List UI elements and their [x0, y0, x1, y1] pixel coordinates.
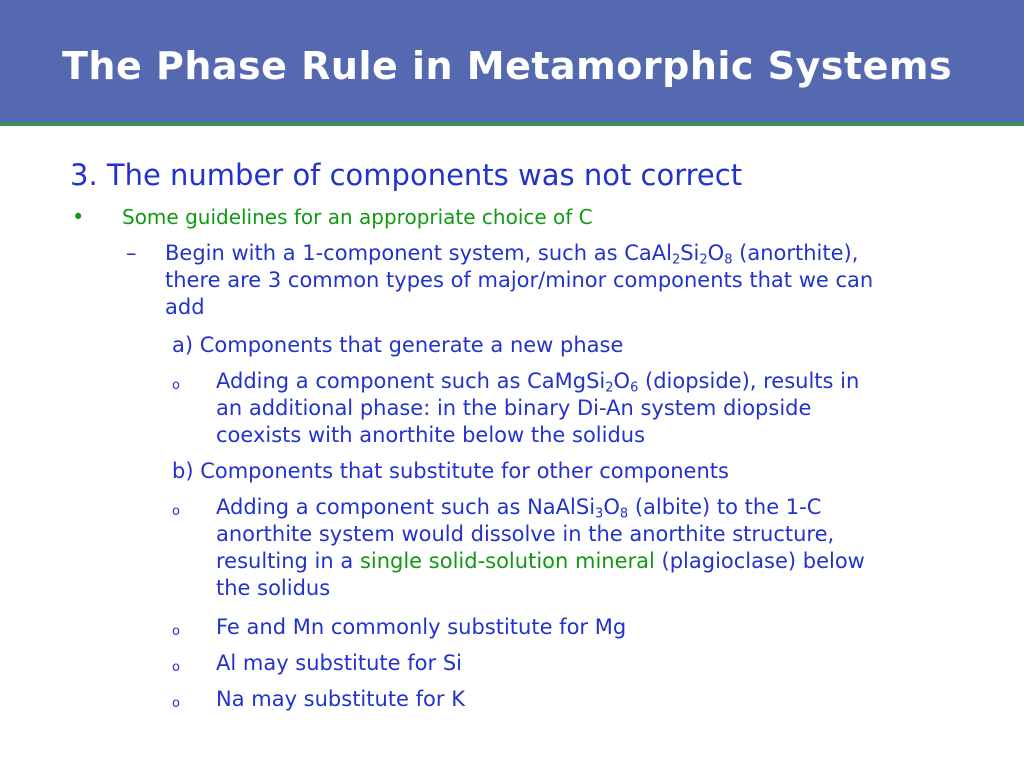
section-heading: 3. The number of components was not correct	[70, 158, 743, 192]
subheading-b: b) Components that substitute for other components	[172, 459, 729, 483]
dash-item-line1: Begin with a 1-component system, such as $CaAl_2Si_2O_8$ (anorthite),	[165, 241, 859, 268]
dash-item-line2: there are 3 common types of major/minor components that we can	[165, 268, 874, 292]
slide-title: The Phase Rule in Metamorphic Systems	[62, 44, 953, 88]
item-b1-line4: the solidus	[216, 576, 331, 600]
highlighted-term: single solid-solution mineral	[359, 549, 655, 573]
circle-bullet-marker: o	[172, 624, 180, 639]
circle-bullet-marker: o	[172, 660, 180, 675]
item-a1-line3: coexists with anorthite below the solidus	[216, 423, 646, 447]
item-b3: Al may substitute for Si	[216, 651, 462, 675]
item-b1-line1: Adding a component such as $NaAlSi_3O_8$ (albite) to the 1-C	[216, 495, 822, 522]
item-b2: Fe and Mn commonly substitute for Mg	[216, 615, 627, 639]
dash-marker: –	[126, 241, 137, 265]
item-b1-line2: anorthite system would dissolve in the anorthite structure,	[216, 522, 835, 546]
circle-bullet-marker: o	[172, 696, 180, 711]
circle-bullet-marker: o	[172, 378, 180, 393]
bullet-guidelines: Some guidelines for an appropriate choice of C	[122, 205, 593, 229]
item-b1-line3: resulting in a single solid-solution mineral (plagioclase) below	[216, 549, 865, 573]
item-b4: Na may substitute for K	[216, 687, 465, 711]
circle-bullet-marker: o	[172, 504, 180, 519]
dash-item-line3: add	[165, 295, 205, 319]
bullet-marker: •	[72, 205, 85, 229]
item-a1-line1: Adding a component such as $CaMgSi_2O_6$ (diopside), results in	[216, 369, 860, 396]
item-a1-line2: an additional phase: in the binary Di-An system diopside	[216, 396, 812, 420]
subheading-a: a) Components that generate a new phase	[172, 333, 624, 357]
